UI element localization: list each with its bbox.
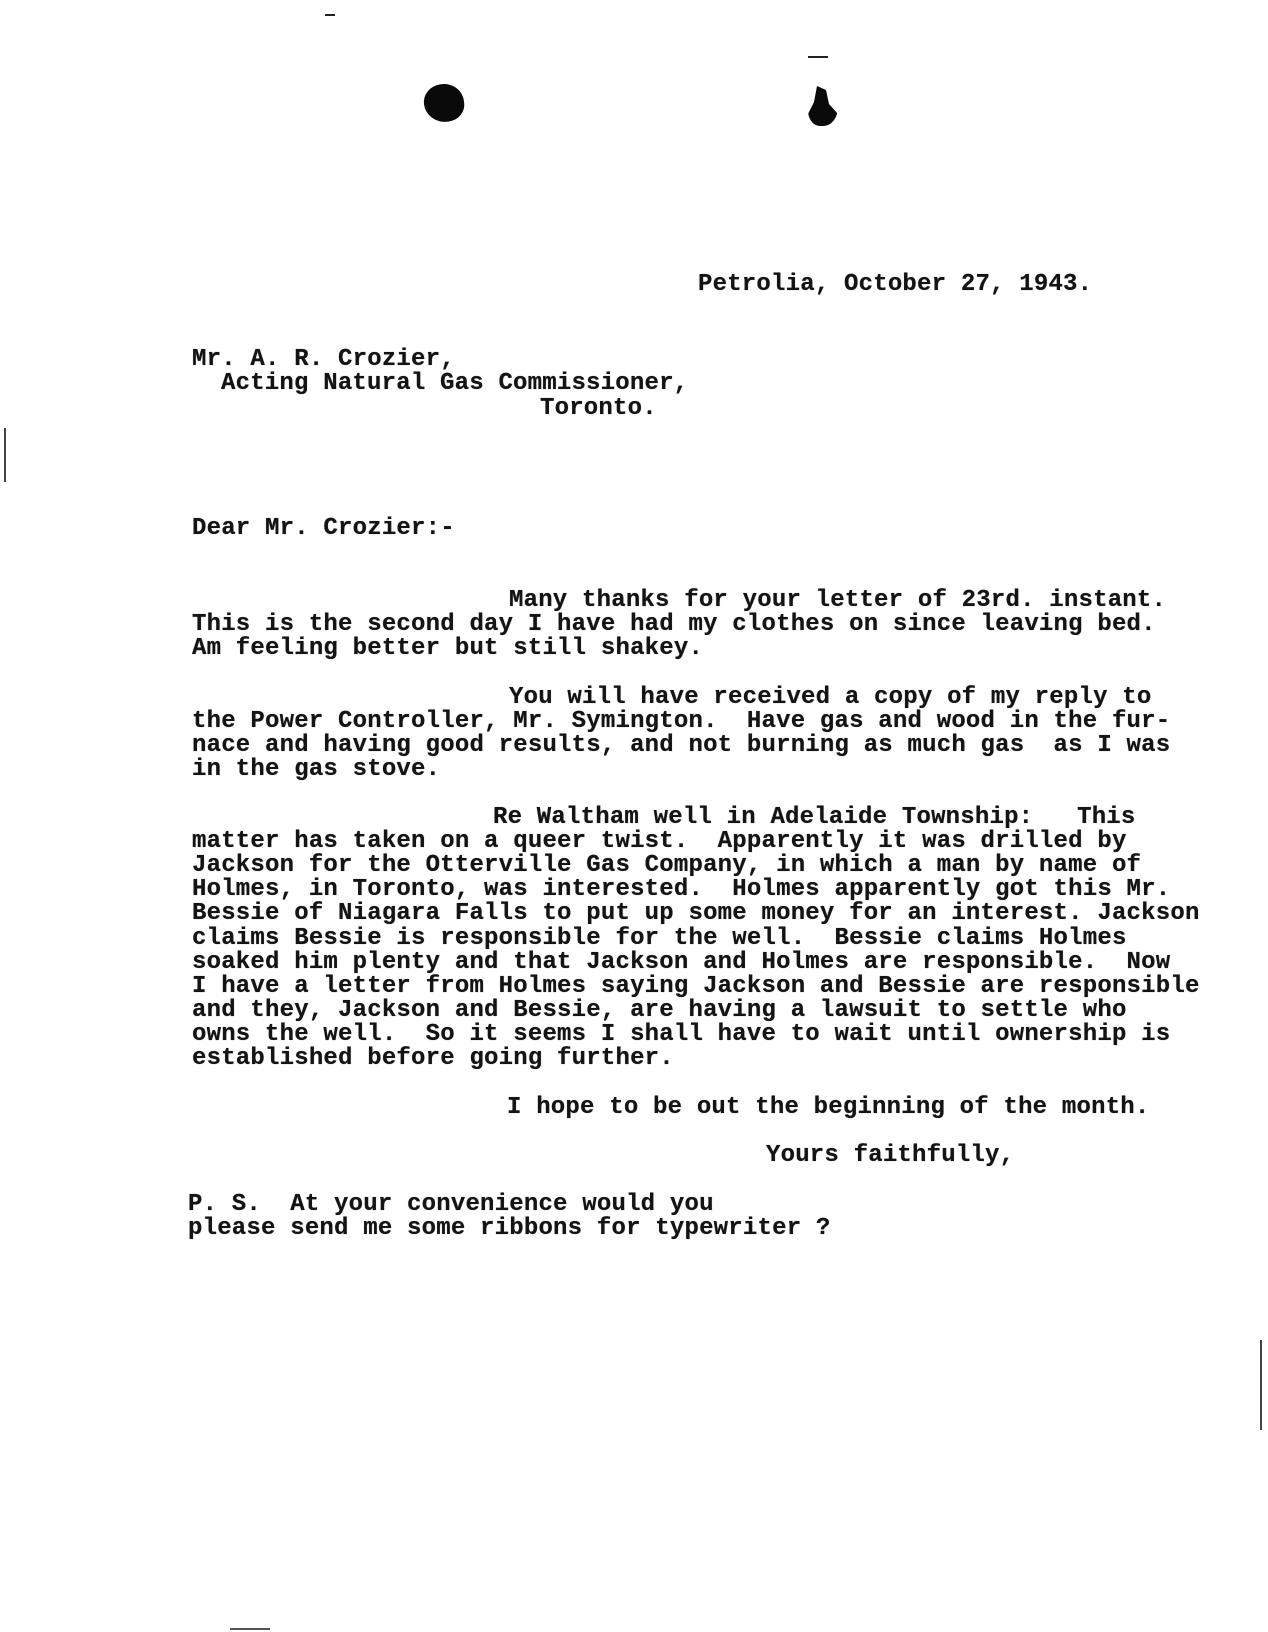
punch-hole-left bbox=[422, 81, 467, 124]
scan-mark-left-edge bbox=[4, 428, 6, 482]
salutation: Dear Mr. Crozier:- bbox=[192, 515, 455, 542]
paragraph-line: established before going further. bbox=[192, 1045, 674, 1072]
paragraph-line: nace and having good results, and not burning as much gas as I was bbox=[192, 732, 1171, 759]
place-date: Petrolia, October 27, 1943. bbox=[698, 271, 1093, 298]
paragraph-line: Re Waltham well in Adelaide Township: This bbox=[493, 804, 1136, 831]
scan-mark-top bbox=[325, 14, 335, 16]
postscript-line: please send me some ribbons for typewriter ? bbox=[188, 1215, 831, 1242]
paragraph-line: This is the second day I have had my clothes on since leaving bed. bbox=[192, 611, 1156, 638]
paragraph-line: claims Bessie is responsible for the well. Bessie claims Holmes bbox=[192, 925, 1127, 952]
paragraph-line: Jackson for the Otterville Gas Company, in which a man by name of bbox=[192, 852, 1142, 879]
scan-mark-right-edge bbox=[1260, 1340, 1262, 1430]
paragraph-line: in the gas stove. bbox=[192, 756, 441, 783]
paragraph-line: owns the well. So it seems I shall have to wait until ownership is bbox=[192, 1021, 1171, 1048]
paragraph-line: soaked him plenty and that Jackson and Holmes are responsible. Now bbox=[192, 949, 1171, 976]
paragraph-line: Holmes, in Toronto, was interested. Holmes apparently got this Mr. bbox=[192, 876, 1171, 903]
paragraph-line: Am feeling better but still shakey. bbox=[192, 635, 704, 662]
closing: Yours faithfully, bbox=[766, 1142, 1015, 1169]
scan-mark-bottom bbox=[230, 1628, 270, 1630]
paragraph-line: I hope to be out the beginning of the month. bbox=[507, 1094, 1150, 1121]
postscript-line: P. S. At your convenience would you bbox=[188, 1191, 714, 1218]
paragraph-line: the Power Controller, Mr. Symington. Have gas and wood in the fur- bbox=[192, 708, 1171, 735]
scan-mark-top-right bbox=[808, 56, 828, 58]
paragraph-line: I have a letter from Holmes saying Jackson and Bessie are responsible bbox=[192, 973, 1200, 1000]
paragraph-line: You will have received a copy of my reply to bbox=[509, 684, 1152, 711]
paragraph-line: Many thanks for your letter of 23rd. instant. bbox=[509, 587, 1167, 614]
paragraph-line: Bessie of Niagara Falls to put up some money for an interest. Jackson bbox=[192, 900, 1200, 927]
recipient-city: Toronto. bbox=[540, 395, 657, 422]
punch-hole-right bbox=[808, 86, 838, 126]
paragraph-line: matter has taken on a queer twist. Apparently it was drilled by bbox=[192, 828, 1127, 855]
recipient-title: Acting Natural Gas Commissioner, bbox=[221, 370, 689, 397]
recipient-name: Mr. A. R. Crozier, bbox=[192, 346, 455, 373]
paragraph-line: and they, Jackson and Bessie, are having a lawsuit to settle who bbox=[192, 997, 1127, 1024]
